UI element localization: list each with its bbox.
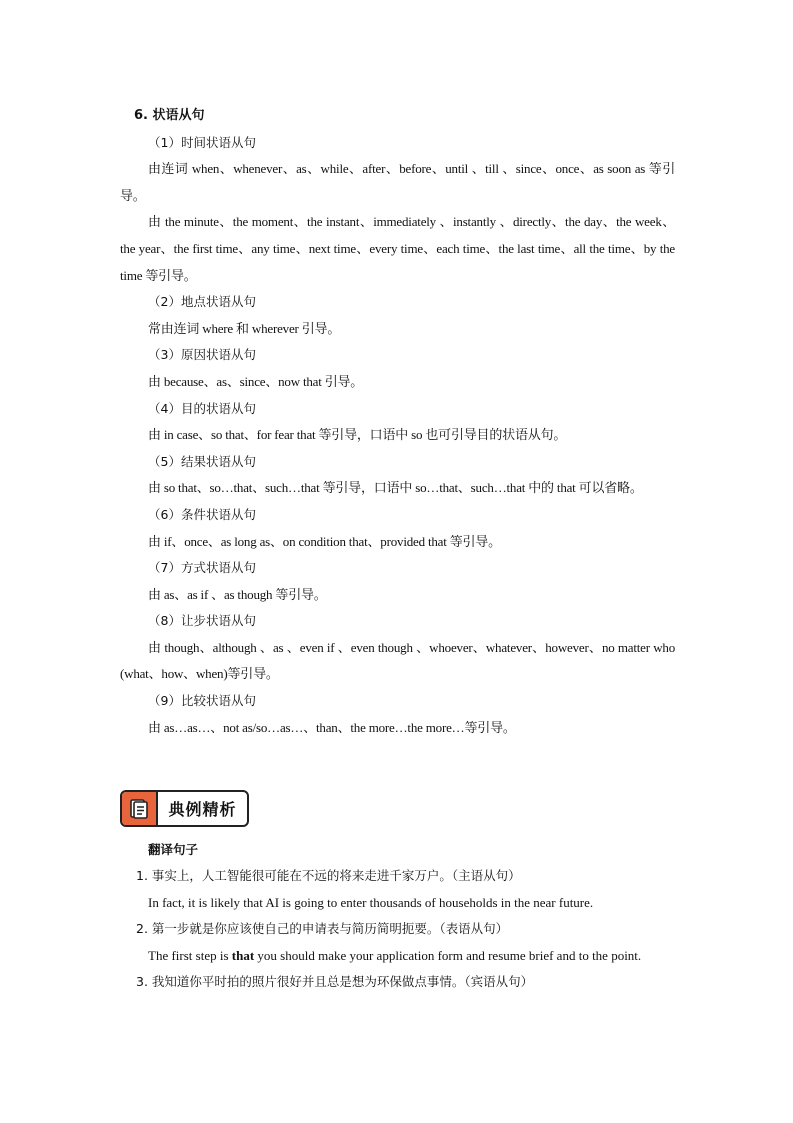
answer-text: The first step is	[148, 947, 232, 963]
item-heading: （1）时间状语从句	[148, 134, 256, 150]
item-body: 由 because、as、since、now that 引导。	[148, 373, 364, 389]
item-body: 由 if、once、as long as、on condition that、provided that 等引导。	[148, 533, 501, 549]
item-heading: （6）条件状语从句	[148, 506, 256, 522]
answer-emphasis: that	[231, 947, 255, 963]
example-question: 1. 事实上，人工智能很可能在不远的将来走进千家万户。（主语从句）	[136, 868, 521, 883]
item-heading: （4）目的状语从句	[148, 400, 256, 416]
answer-text: you should make your application form and resume brief and to the point.	[254, 947, 642, 963]
item-heading: （5）结果状语从句	[148, 453, 256, 469]
example-question: 3. 我知道你平时拍的照片很好并且总是想为环保做点事情。（宾语从句）	[136, 974, 534, 990]
item-body: 由 in case、so that、for fear that 等引导，口语中 so 也可引导目的状语从句。	[148, 427, 567, 443]
item-body: 常由连词 where 和 wherever 引导。	[148, 320, 341, 336]
item-heading: （7）方式状语从句	[148, 560, 256, 576]
item-heading: （3）原因状语从句	[148, 347, 256, 363]
item-body: 由 so that、so…that、such…that 等引导，口语中 so…that、such…that 中的 that 可以省略。	[148, 480, 643, 496]
grammar-section	[120, 103, 675, 741]
example-answer: In fact, it is likely that AI is going to enter thousands of households in the near future.	[148, 894, 594, 910]
examples-section	[120, 837, 675, 996]
item-body: 由 as、as if 、as though 等引导。	[148, 586, 327, 602]
item-body: 由 the minute、the moment、the instant、immediately 、instantly 、directly、the day、the week、the year、the first time、any time、next time、every time、each time、the last time、all the time、by the time 等引导。	[120, 214, 675, 283]
section-title: 6. 状语从句	[134, 108, 205, 123]
example-question: 2. 第一步就是你应该使自己的申请表与简历简明扼要。（表语从句）	[136, 921, 509, 937]
example-banner	[120, 790, 249, 827]
document-icon	[122, 792, 158, 825]
item-heading: （2）地点状语从句	[148, 294, 256, 310]
item-body: 由连词 when、whenever、as、while、after、before、until 、till 、since、once、as soon as 等引导。	[120, 161, 675, 203]
item-body: 由 though、although 、as 、even if 、even though 、whoever、whatever、however、no matter who (what、how、when)等引导。	[120, 639, 675, 682]
item-heading: （8）让步状语从句	[148, 613, 256, 629]
examples-title: 翻译句子	[148, 842, 199, 857]
example-answer	[120, 943, 675, 970]
item-body: 由 as…as…、not as/so…as…、than、the more…the more…等引导。	[148, 719, 516, 735]
banner-label: 典例精析	[168, 800, 237, 819]
item-heading: （9）比较状语从句	[148, 693, 256, 709]
